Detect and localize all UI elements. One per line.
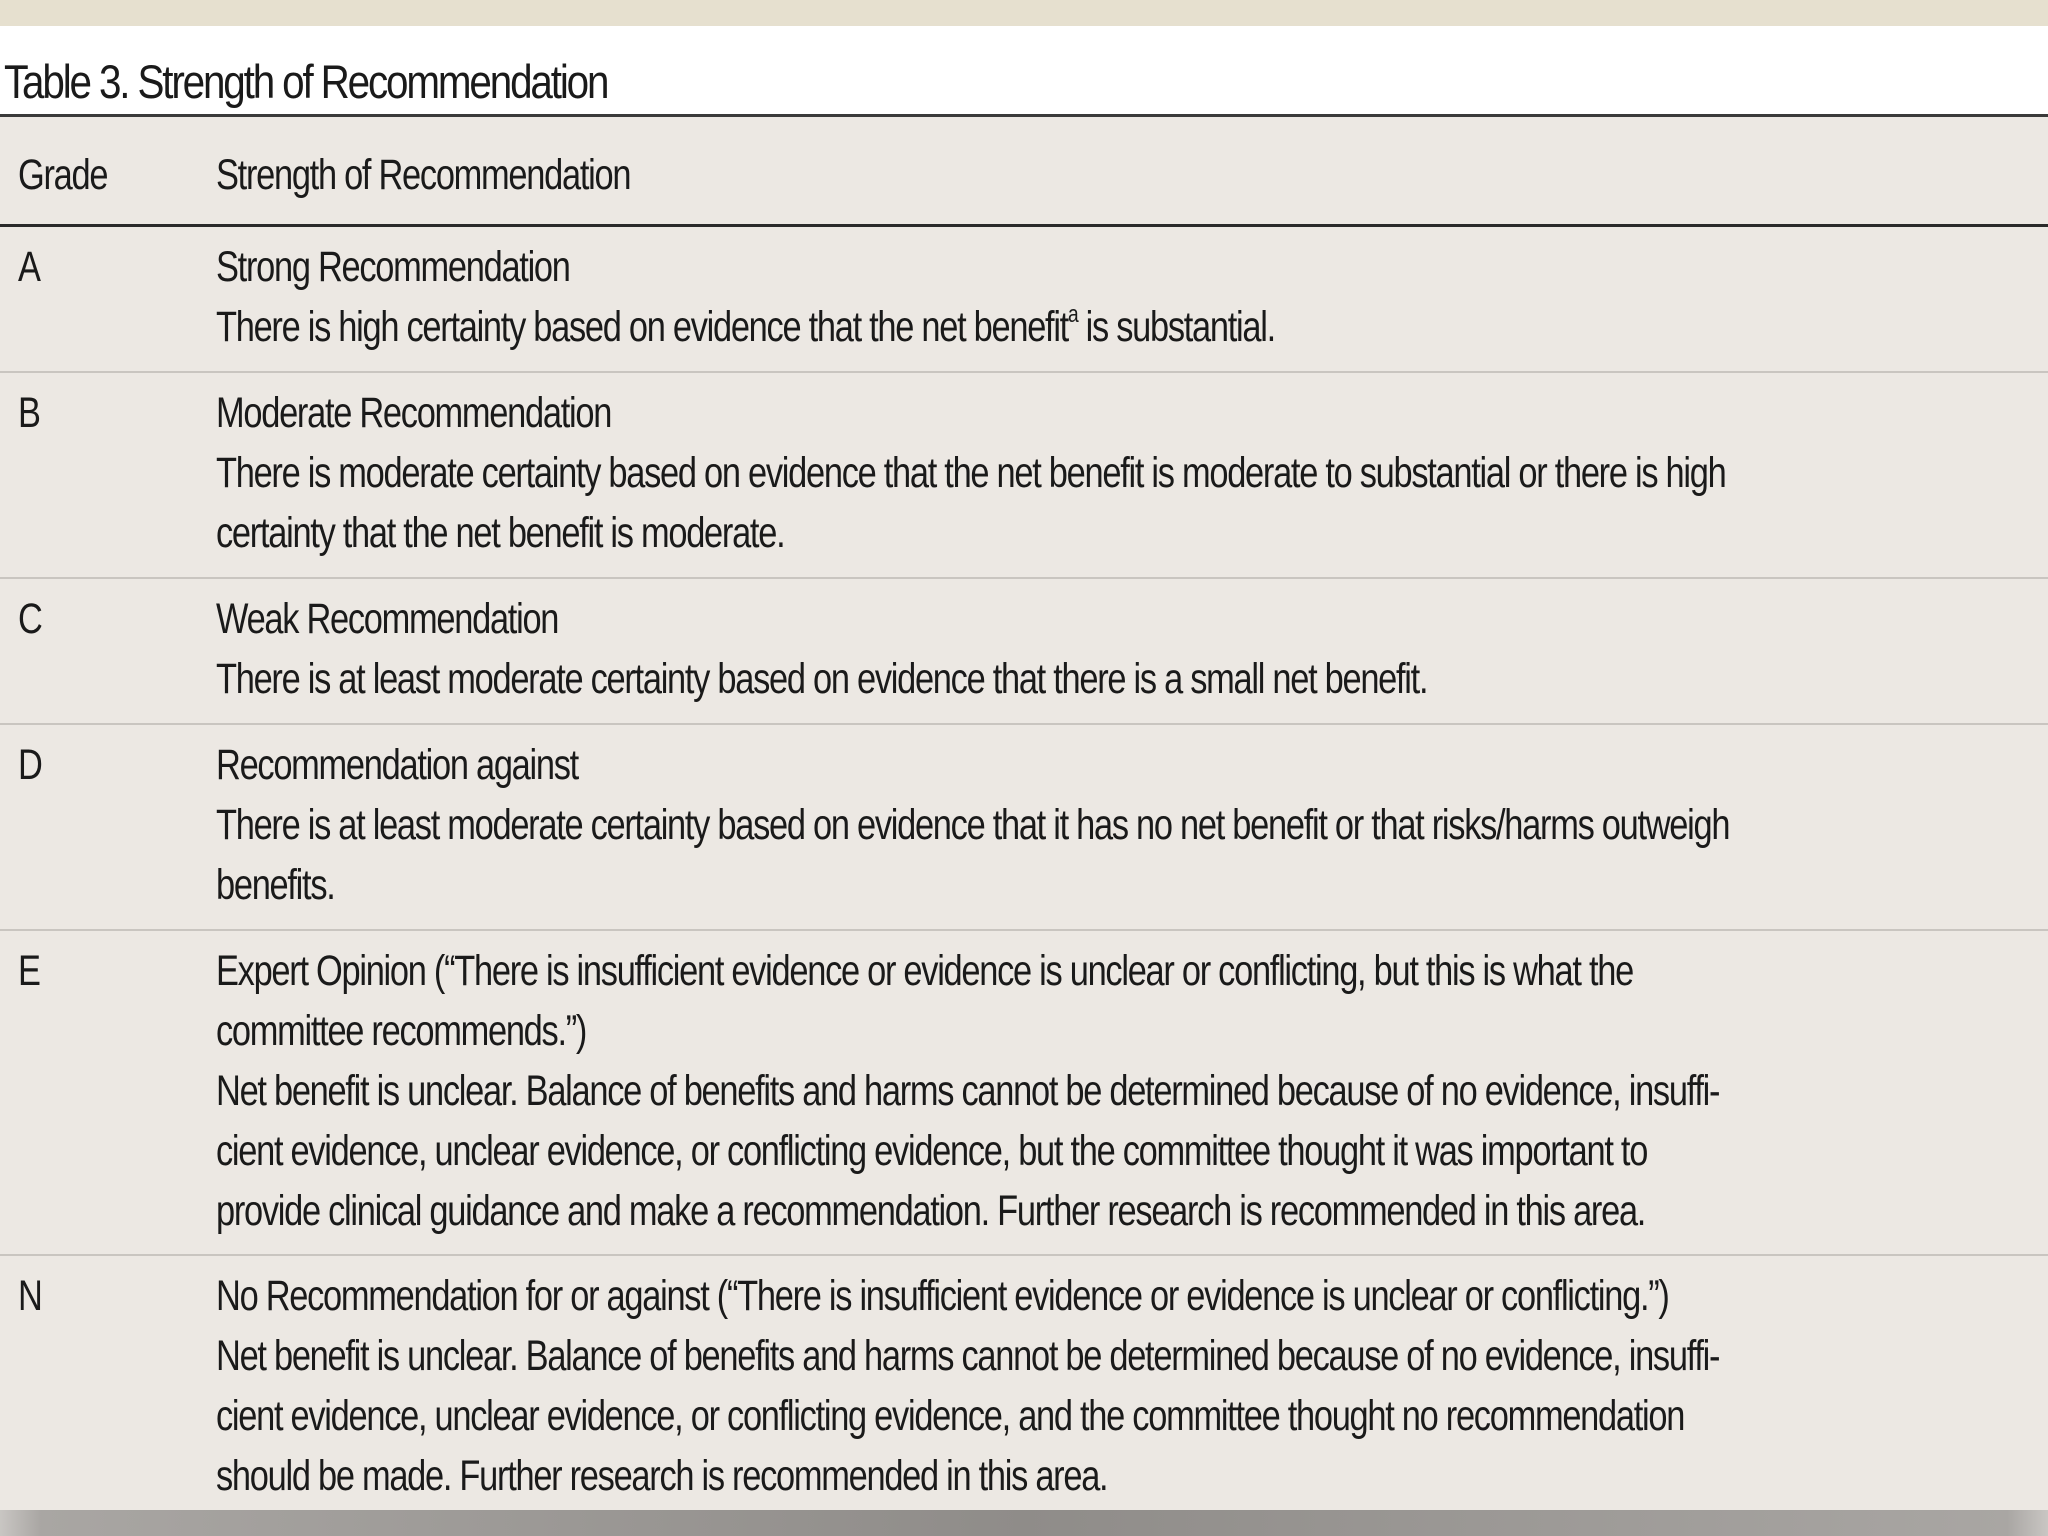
- description-text-end: is substantial.: [1077, 303, 1275, 351]
- top-border-band: [0, 0, 2048, 26]
- recommendation-cell: [216, 735, 1729, 915]
- header-grade: Grade: [18, 151, 108, 199]
- table-row-n: [0, 1256, 2048, 1513]
- grade-cell: B: [18, 389, 40, 437]
- recommendation-description: should be made. Further research is recommended in this area.: [216, 1452, 1108, 1500]
- recommendation-table: [0, 114, 2048, 1510]
- recommendation-label: No Recommendation for or against (“There is insufficient evidence or evidence is unclear or conflicting.”): [216, 1272, 1669, 1320]
- grade-cell: D: [18, 741, 42, 789]
- title-bar: [0, 26, 2048, 114]
- recommendation-label: Weak Recommendation: [216, 595, 559, 643]
- table-row-c: [0, 579, 2048, 725]
- recommendation-description: benefits.: [216, 861, 335, 909]
- recommendation-label: Moderate Recommendation: [216, 389, 612, 437]
- footnote-marker: a: [1067, 300, 1078, 328]
- table-row-d: [0, 725, 2048, 931]
- recommendation-description: cient evidence, unclear evidence, or conflicting evidence, and the committee thought no recommendation: [216, 1392, 1685, 1440]
- recommendation-description: cient evidence, unclear evidence, or conflicting evidence, but the committee thought it was important to: [216, 1127, 1648, 1175]
- recommendation-description: [216, 297, 1275, 357]
- grade-cell: A: [18, 243, 40, 291]
- description-text: There is high certainty based on evidence that the net benefit: [216, 303, 1068, 351]
- recommendation-description: provide clinical guidance and make a recommendation. Further research is recommended in this area.: [216, 1187, 1646, 1235]
- table-row-b: [0, 373, 2048, 579]
- grade-cell: N: [18, 1272, 42, 1320]
- recommendation-label: committee recommends.”): [216, 1007, 587, 1055]
- recommendation-description: Net benefit is unclear. Balance of benefits and harms cannot be determined because of no evidence, insuffi-: [216, 1067, 1720, 1115]
- recommendation-cell: [216, 1266, 1719, 1506]
- recommendation-label: Expert Opinion (“There is insufficient evidence or evidence is unclear or conflicting, but this is what the: [216, 947, 1633, 995]
- recommendation-description: There is moderate certainty based on evidence that the net benefit is moderate to substantial or there is high: [216, 449, 1726, 497]
- recommendation-cell: [216, 589, 1427, 709]
- grade-cell: C: [18, 595, 42, 643]
- table-row-e: [0, 931, 2048, 1256]
- recommendation-description: Net benefit is unclear. Balance of benefits and harms cannot be determined because of no evidence, insuffi-: [216, 1332, 1720, 1380]
- recommendation-description: There is at least moderate certainty based on evidence that it has no net benefit or that risks/harms outweigh: [216, 801, 1730, 849]
- recommendation-description: certainty that the net benefit is moderate.: [216, 509, 785, 557]
- recommendation-label: Strong Recommendation: [216, 243, 570, 291]
- bottom-shadow-band: [0, 1510, 2048, 1536]
- header-strength-of-recommendation: Strength of Recommendation: [216, 151, 631, 199]
- table-title: Table 3. Strength of Recommendation: [4, 55, 608, 108]
- recommendation-description: There is at least moderate certainty based on evidence that there is a small net benefit.: [216, 655, 1428, 703]
- recommendation-label: Recommendation against: [216, 741, 578, 789]
- recommendation-cell: [216, 237, 1275, 357]
- table-header-row: [0, 117, 2048, 227]
- recommendation-cell: [216, 941, 1719, 1241]
- table-row-a: [0, 227, 2048, 373]
- recommendation-cell: [216, 383, 1725, 563]
- grade-cell: E: [18, 947, 40, 995]
